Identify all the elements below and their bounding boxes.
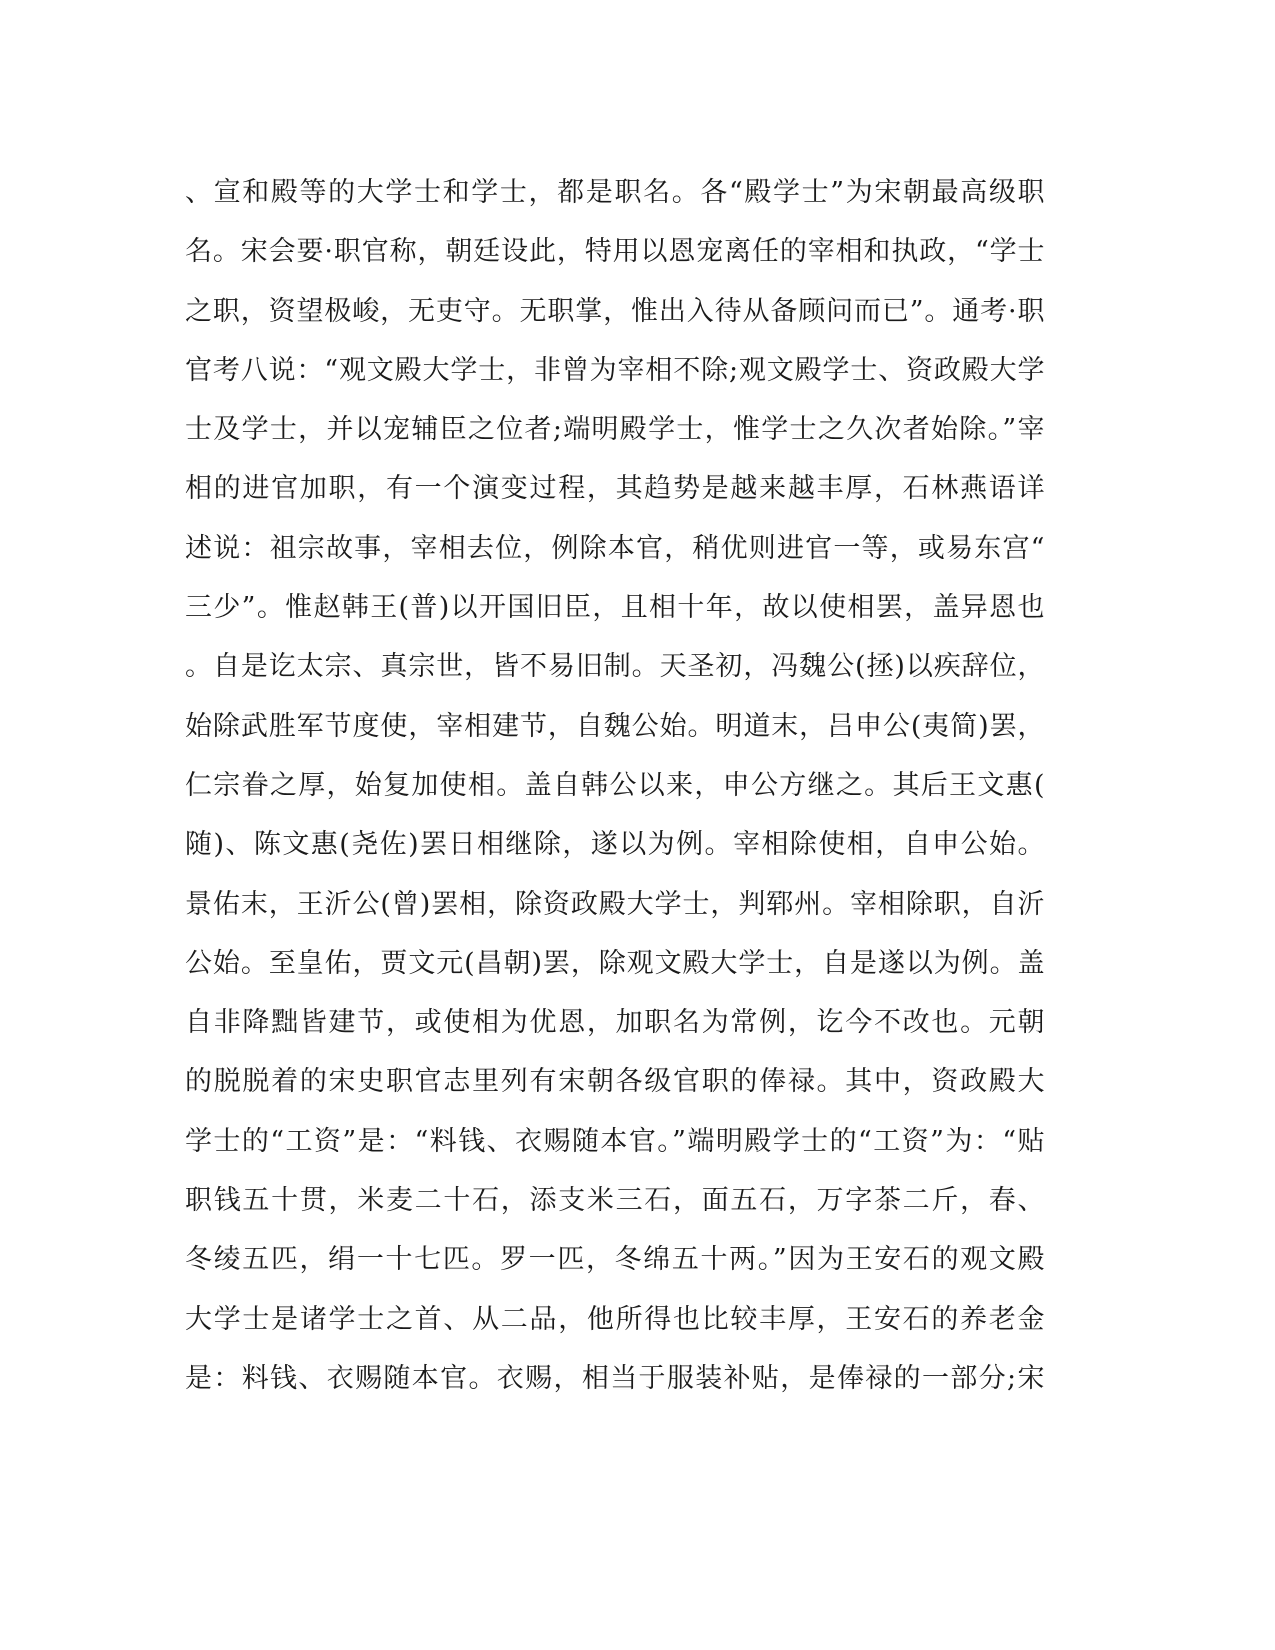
text-line: 述说：祖宗故事，宰相去位，例除本官，稍优则进官一等，或易东宫“ [185, 532, 1045, 564]
text-line: 、宣和殿等的大学士和学士，都是职名。各“殿学士”为宋朝最高级职 [185, 177, 1045, 208]
text-line: 随)、陈文惠(尧佐)罢日相继除，遂以为例。宰相除使相，自申公始。 [185, 829, 1045, 861]
text-line: 是：料钱、衣赐随本官。衣赐，相当于服装补贴，是俸禄的一部分;宋 [185, 1362, 1045, 1394]
body-text [185, 163, 1045, 1408]
text-line: 名。宋会要·职官称，朝廷设此，特用以恩宠离任的宰相和执政，“学士 [185, 236, 1045, 268]
text-line: 始除武胜军节度使，宰相建节，自魏公始。明道末，吕申公(夷简)罢， [185, 710, 1045, 742]
text-line: 相的进官加职，有一个演变过程，其趋势是越来越丰厚，石林燕语详 [185, 473, 1045, 505]
text-line: 。自是讫太宗、真宗世，皆不易旧制。天圣初，冯魏公(拯)以疾辞位， [185, 651, 1045, 683]
text-line: 学士的“工资”是：“料钱、衣赐随本官。”端明殿学士的“工资”为：“贴 [185, 1125, 1045, 1157]
text-line: 冬绫五匹，绢一十七匹。罗一匹，冬绵五十两。”因为王安石的观文殿 [185, 1244, 1045, 1276]
text-line: 大学士是诸学士之首、从二品，他所得也比较丰厚，王安石的养老金 [185, 1303, 1045, 1335]
text-line: 自非降黜皆建节，或使相为优恩，加职名为常例，讫今不改也。元朝 [185, 1007, 1045, 1039]
text-line: 之职，资望极峻，无吏守。无职掌，惟出入待从备顾问而已”。通考·职 [185, 295, 1045, 327]
text-line: 景佑末，王沂公(曾)罢相，除资政殿大学士，判郓州。宰相除职，自沂 [185, 888, 1045, 920]
text-line: 公始。至皇佑，贾文元(昌朝)罢，除观文殿大学士，自是遂以为例。盖 [185, 947, 1045, 979]
text-line: 官考八说：“观文殿大学士，非曾为宰相不除;观文殿学士、资政殿大学 [185, 354, 1045, 386]
text-line: 三少”。惟赵韩王(普)以开国旧臣，且相十年，故以使相罢，盖异恩也 [185, 592, 1045, 624]
text-line: 士及学士，并以宠辅臣之位者;端明殿学士，惟学士之久次者始除。”宰 [185, 414, 1045, 446]
text-line: 仁宗眷之厚，始复加使相。盖自韩公以来，申公方继之。其后王文惠( [185, 769, 1045, 801]
text-line: 职钱五十贯，米麦二十石，添支米三石，面五石，万字茶二斤，春、 [185, 1185, 1045, 1217]
text-line: 的脱脱着的宋史职官志里列有宋朝各级官职的俸禄。其中，资政殿大 [185, 1066, 1045, 1098]
